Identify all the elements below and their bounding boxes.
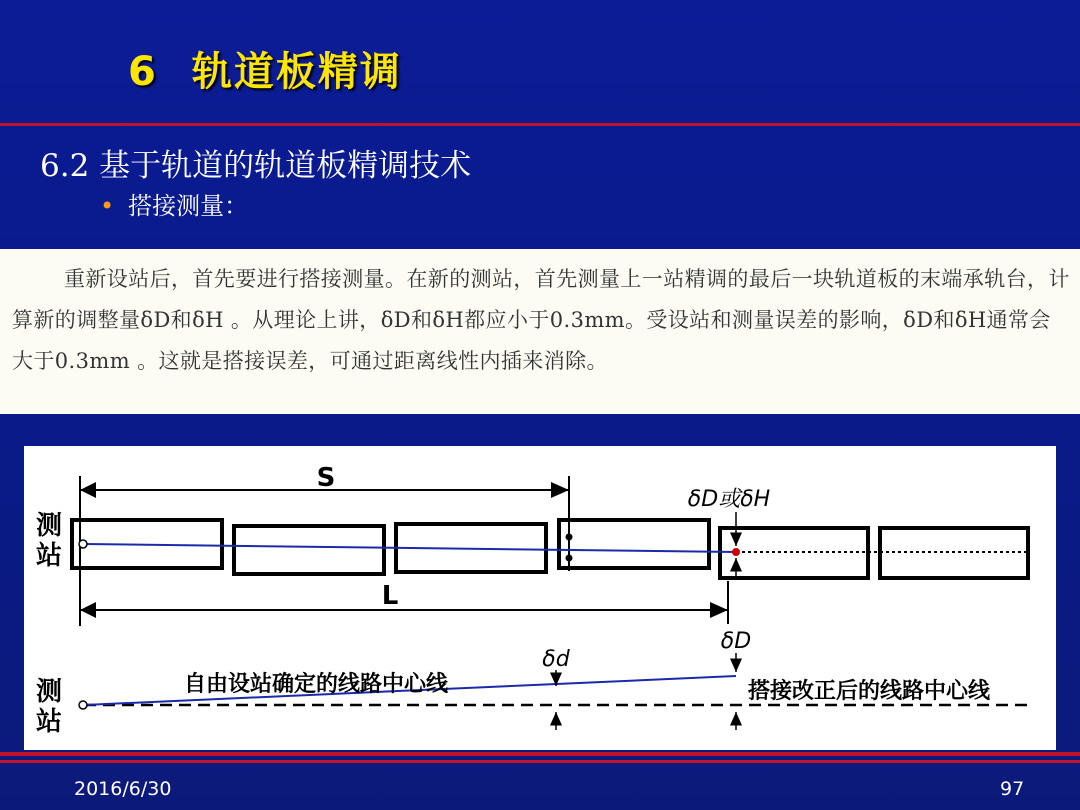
footer-divider-2 [0,760,1080,763]
body-paragraph: 重新设站后，首先要进行搭接测量。在新的测站，首先测量上一站精调的最后一块轨道板的末端承轨台，计算新的调整量δD和δH 。从理论上讲，δD和δH都应小于0.3mm。受设站和测量误差的影响，δD和δH通常会大于0.3mm 。这就是搭接误差，可通过距离线性内插来消除。 [12,267,1070,373]
bullet-item [100,186,248,221]
slide-title [128,40,402,97]
station-point-1 [79,540,87,548]
station-point-2 [79,701,87,709]
label-free-station-line: 自由设站确定的线路中心线 [184,672,449,697]
label-corrected-line: 搭接改正后的线路中心线 [748,679,991,704]
label-dd-or-dh: δD或δH [687,487,771,512]
footer-page-number: 97 [1000,778,1025,800]
label-small-dd: δd [542,647,570,672]
title-number: 6 [128,49,158,95]
track-slab-2 [234,526,384,574]
title-text: 轨道板精调 [191,49,402,95]
station-label-second-char: 站 [36,707,63,737]
station-label-2 [36,677,71,737]
rail-seat-marker-1 [566,534,573,541]
diagram-panel [24,446,1056,750]
label-l: L [381,581,399,611]
footer-date: 2016/6/30 [74,778,172,800]
station-center-line [84,544,736,552]
title-divider [0,123,1080,126]
station-label-second-char: 站 [36,541,63,571]
station-label-2-text: 测 [36,677,63,707]
bullet-dot-icon: • [100,192,115,220]
rail-seat-marker-2 [566,555,573,562]
overlap-measurement-diagram [24,446,1056,750]
footer-divider-1 [0,752,1080,756]
station-label-1-text: 测 [36,511,63,541]
track-slab-4 [559,520,709,568]
label-big-dd: δD [720,629,752,654]
section-subtitle: 6.2 基于轨道的轨道板精调技术 [40,148,472,184]
bullet-text: 搭接测量： [128,192,249,220]
overlap-point-marker [732,548,740,556]
station-label-1 [36,511,71,571]
label-s: S [316,463,336,493]
